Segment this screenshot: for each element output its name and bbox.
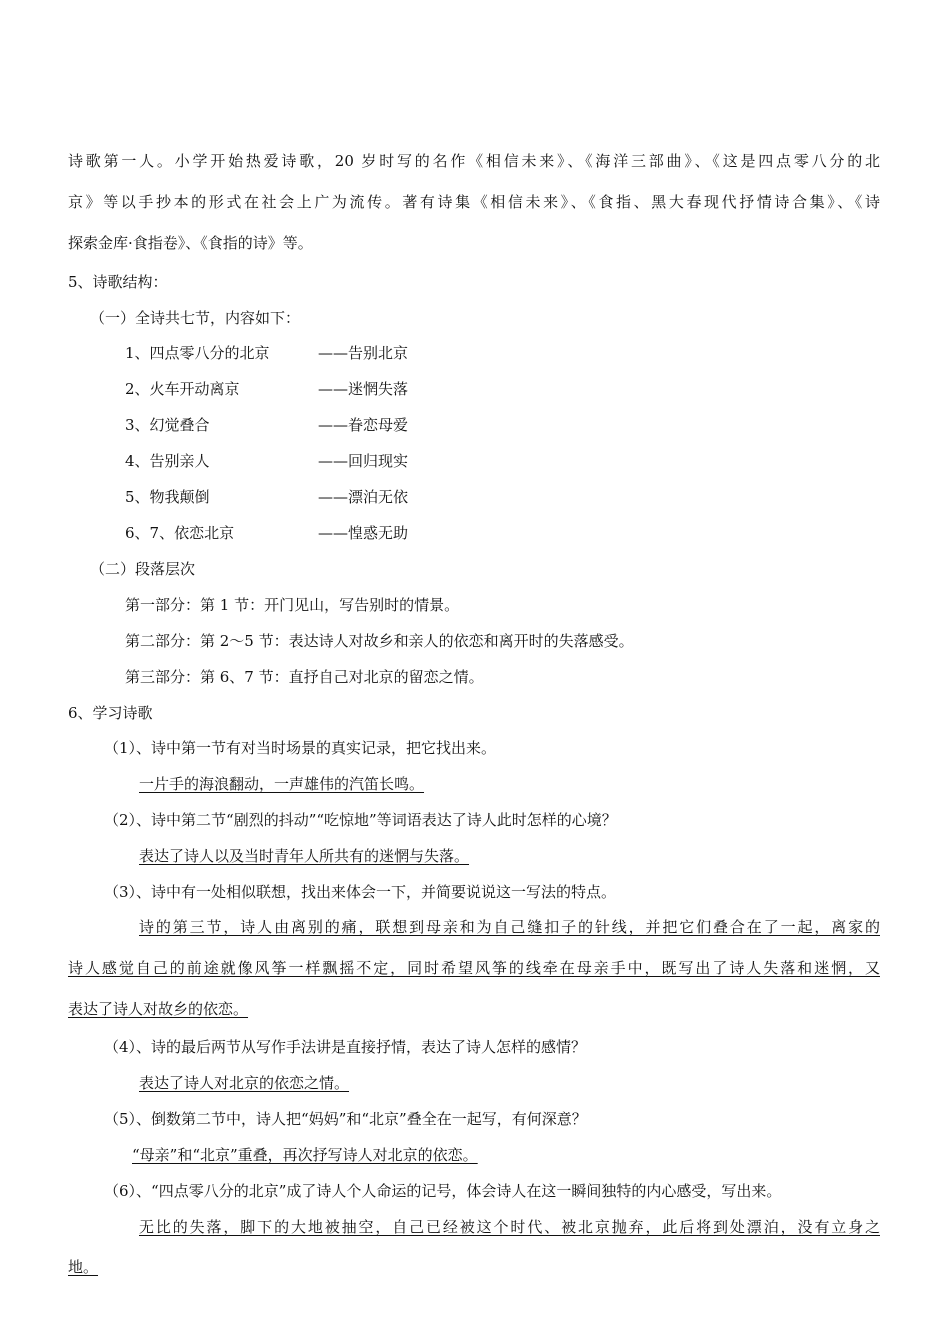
structure-part-2-title: （二）段落层次 — [90, 560, 196, 578]
section-6-title: 6、学习诗歌 — [68, 704, 153, 722]
answer-3-line-2: 诗人感觉自己的前途就像风筝一样飘摇不定，同时希望风筝的线牵在母亲手中，既写出了诗人失落和迷惘，又 — [68, 959, 880, 977]
question-4: （4）、诗的最后两节从写作手法讲是直接抒情，表达了诗人怎样的感情？ — [104, 1038, 587, 1056]
stanza-2-summary: ——迷惘失落 — [318, 380, 409, 398]
stanza-3-summary: ——眷恋母爱 — [318, 416, 409, 434]
paragraph-part-3: 第三部分：第 6、7 节：直抒自己对北京的留恋之情。 — [125, 668, 484, 686]
answer-6-line-1: 无比的失落，脚下的大地被抽空，自己已经被这个时代、被北京抛弃，此后将到处漂泊，没有立身之 — [139, 1218, 880, 1236]
paragraph-part-1: 第一部分：第 1 节：开门见山，写告别时的情景。 — [125, 596, 460, 614]
intro-line-1: 诗歌第一人。小学开始热爱诗歌，20 岁时写的名作《相信未来》、《海洋三部曲》、《这是四点零八分的北 — [68, 152, 880, 170]
question-5: （5）、倒数第二节中，诗人把“妈妈”和“北京”叠全在一起写，有何深意？ — [104, 1110, 587, 1128]
stanza-5-summary: ——漂泊无依 — [318, 488, 409, 506]
question-2: （2）、诗中第二节“剧烈的抖动”“吃惊地”等词语表达了诗人此时怎样的心境？ — [104, 811, 617, 829]
stanza-6-label: 6、7、依恋北京 — [125, 524, 235, 542]
answer-4: 表达了诗人对北京的依恋之情。 — [139, 1074, 350, 1092]
intro-line-2: 京》等以手抄本的形式在社会上广为流传。著有诗集《相信未来》、《食指、黑大春现代抒情诗合集》、《诗 — [68, 193, 880, 211]
structure-part-1-title: （一）全诗共七节，内容如下： — [90, 309, 301, 327]
answer-6-line-2: 地。 — [68, 1258, 99, 1276]
question-3: （3）、诗中有一处相似联想，找出来体会一下，并简要说说这一写法的特点。 — [104, 883, 617, 901]
answer-3-line-1: 诗的第三节，诗人由离别的痛，联想到母亲和为自己缝扣子的针线，并把它们叠合在了一起，离家的 — [139, 918, 880, 936]
answer-5: “母亲”和“北京”重叠，再次抒写诗人对北京的依恋。 — [132, 1146, 478, 1164]
answer-2: 表达了诗人以及当时青年人所共有的迷惘与失落。 — [139, 847, 470, 865]
stanza-1-summary: ——告别北京 — [318, 344, 409, 362]
stanza-1-label: 1、四点零八分的北京 — [125, 344, 270, 362]
stanza-5-label: 5、物我颠倒 — [125, 488, 210, 506]
stanza-2-label: 2、火车开动离京 — [125, 380, 240, 398]
question-6: （6）、“四点零八分的北京”成了诗人个人命运的记号，体会诗人在这一瞬间独特的内心感受，写出来。 — [104, 1182, 782, 1200]
stanza-3-label: 3、幻觉叠合 — [125, 416, 210, 434]
stanza-6-summary: ——惶惑无助 — [318, 524, 409, 542]
stanza-4-label: 4、告别亲人 — [125, 452, 210, 470]
answer-3-line-3: 表达了诗人对故乡的依恋。 — [68, 1000, 249, 1018]
intro-line-3: 探索金库·食指卷》、《食指的诗》等。 — [68, 234, 313, 252]
paragraph-part-2: 第二部分：第 2～5 节：表达诗人对故乡和亲人的依恋和离开时的失落感受。 — [125, 632, 634, 650]
stanza-4-summary: ——回归现实 — [318, 452, 409, 470]
answer-1: 一片手的海浪翻动，一声雄伟的汽笛长鸣。 — [139, 775, 425, 793]
section-5-title: 5、诗歌结构： — [68, 273, 168, 291]
question-1: （1）、诗中第一节有对当时场景的真实记录，把它找出来。 — [104, 739, 497, 757]
